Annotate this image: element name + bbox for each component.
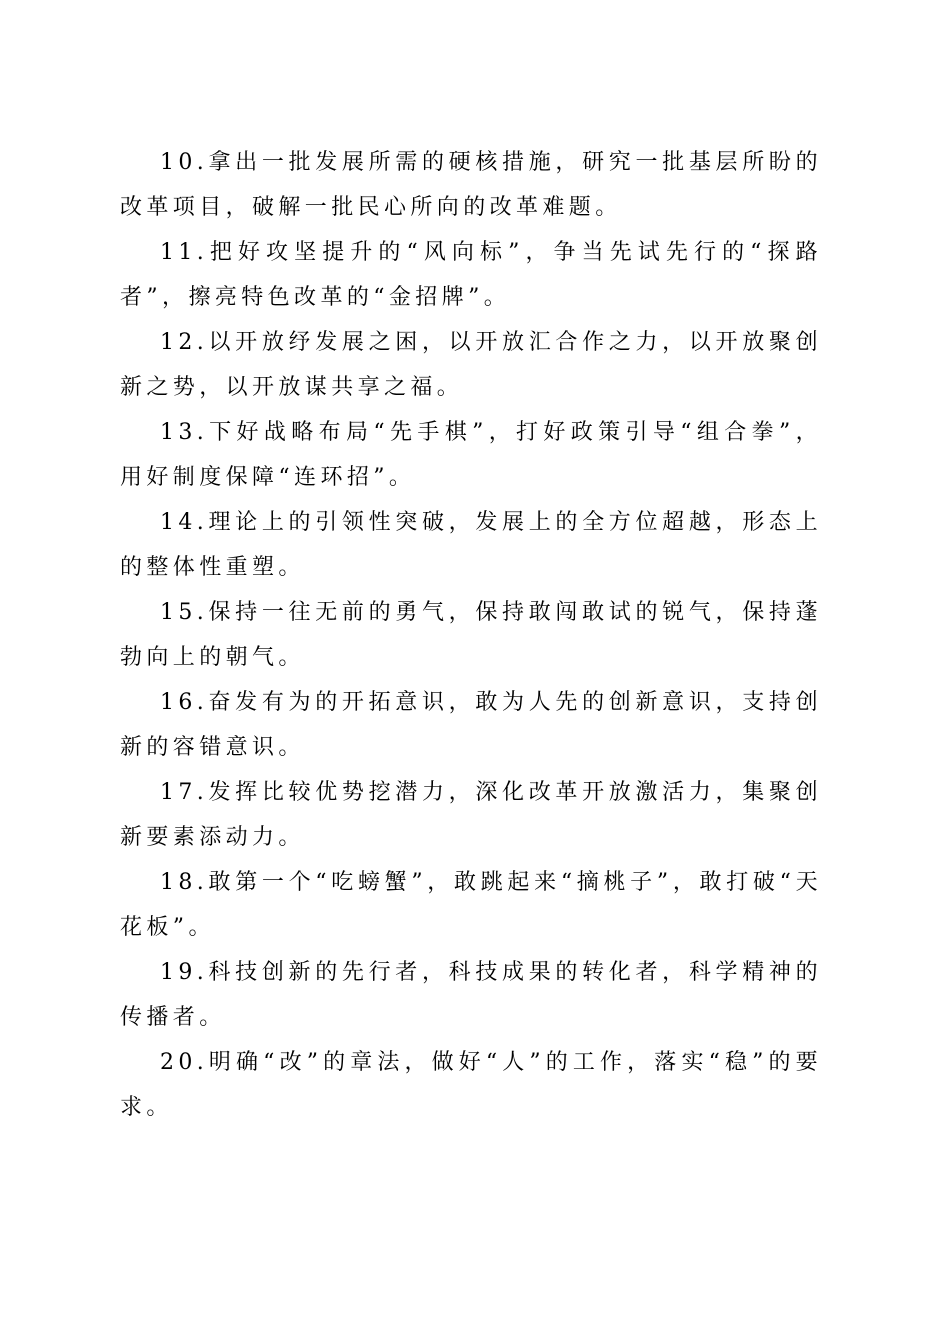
list-item: 18.敢第一个“吃螃蟹”，敢跳起来“摘桃子”，敢打破“天花板”。 bbox=[120, 870, 822, 940]
list-item: 14.理论上的引领性突破，发展上的全方位超越，形态上的整体性重塑。 bbox=[120, 510, 822, 580]
list-item: 13.下好战略布局“先手棋”，打好政策引导“组合拳”，用好制度保障“连环招”。 bbox=[120, 420, 822, 490]
list-item: 12.以开放纾发展之困，以开放汇合作之力，以开放聚创新之势，以开放谋共享之福。 bbox=[120, 330, 822, 400]
list-item: 17.发挥比较优势挖潜力，深化改革开放激活力，集聚创新要素添动力。 bbox=[120, 780, 822, 850]
list-item: 16.奋发有为的开拓意识，敢为人先的创新意识，支持创新的容错意识。 bbox=[120, 690, 822, 760]
list-item: 19.科技创新的先行者，科技成果的转化者，科学精神的传播者。 bbox=[120, 960, 822, 1030]
list-item: 20.明确“改”的章法，做好“人”的工作，落实“稳”的要求。 bbox=[120, 1050, 822, 1120]
list-item: 15.保持一往无前的勇气，保持敢闯敢试的锐气，保持蓬勃向上的朝气。 bbox=[120, 600, 822, 670]
list-item: 11.把好攻坚提升的“风向标”，争当先试先行的“探路者”，擦亮特色改革的“金招牌”。 bbox=[120, 240, 822, 310]
document-body bbox=[120, 140, 822, 1130]
list-item: 10.拿出一批发展所需的硬核措施，研究一批基层所盼的改革项目，破解一批民心所向的改革难题。 bbox=[120, 150, 822, 220]
